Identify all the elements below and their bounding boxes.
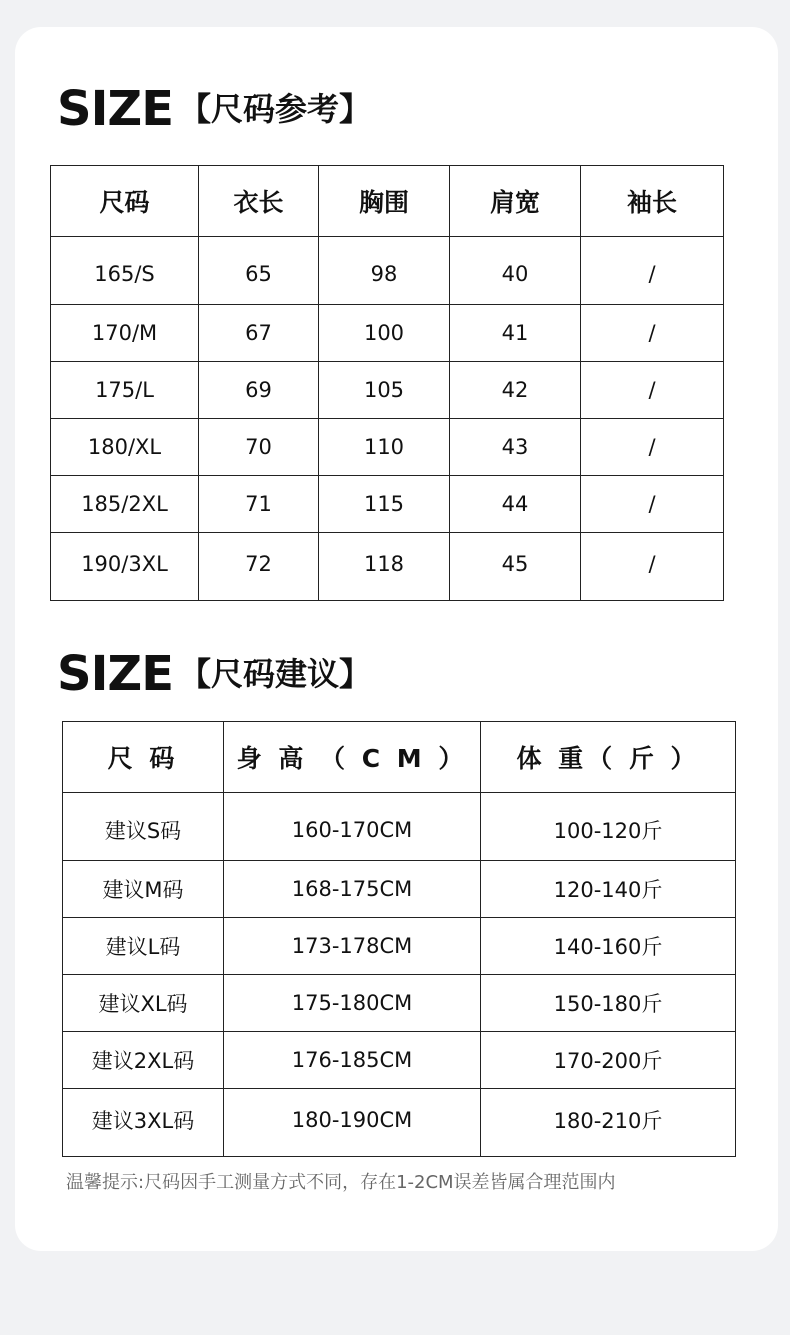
table-cell: 185/2XL [51,476,199,533]
table-cell: 180-190CM [224,1089,481,1157]
table-cell: / [581,362,724,419]
table-cell: 160-170CM [224,793,481,861]
table-cell: 110 [319,419,450,476]
header-sleeve: 袖长 [581,166,724,237]
table-cell: / [581,305,724,362]
table-cell: 建议S码 [63,793,224,861]
table-cell: 建议XL码 [63,975,224,1032]
table-cell: 165/S [51,237,199,305]
table-row [63,793,736,861]
header-weight: 体 重（ 斤 ） [481,722,736,793]
table-cell: 150-180斤 [481,975,736,1032]
table-header-row [63,722,736,793]
table-cell: 140-160斤 [481,918,736,975]
table-cell: / [581,237,724,305]
heading-cn: 【尺码建议】 [179,655,372,693]
heading-en: SIZE [57,646,174,702]
table-cell: 170-200斤 [481,1032,736,1089]
heading-cn: 【尺码参考】 [179,90,372,128]
table-cell: 105 [319,362,450,419]
table-cell: 41 [450,305,581,362]
table-cell: 69 [199,362,319,419]
table-cell: 建议M码 [63,861,224,918]
table-row [63,918,736,975]
table-cell: 100 [319,305,450,362]
table-cell: 180/XL [51,419,199,476]
table-cell: 45 [450,533,581,601]
table-row [51,362,724,419]
table-cell: 176-185CM [224,1032,481,1089]
table-cell: 44 [450,476,581,533]
measurement-note: 温馨提示:尺码因手工测量方式不同，存在1-2CM误差皆属合理范围内 [66,1172,616,1193]
table-cell: / [581,476,724,533]
table-row [63,975,736,1032]
table-cell: 180-210斤 [481,1089,736,1157]
table-cell: 建议2XL码 [63,1032,224,1089]
table-row [63,861,736,918]
header-shoulder: 肩宽 [450,166,581,237]
table-row [63,1089,736,1157]
table-row [51,476,724,533]
header-chest: 胸围 [319,166,450,237]
header-height: 身 高 （ C M ） [224,722,481,793]
table-cell: 67 [199,305,319,362]
heading-en: SIZE [57,81,174,137]
header-size: 尺码 [51,166,199,237]
table-row [51,419,724,476]
table-cell: / [581,533,724,601]
table-cell: 建议L码 [63,918,224,975]
header-length: 衣长 [199,166,319,237]
table-cell: 173-178CM [224,918,481,975]
table-cell: 72 [199,533,319,601]
table-row [51,237,724,305]
table-cell: 70 [199,419,319,476]
table-cell: 100-120斤 [481,793,736,861]
table-cell: 98 [319,237,450,305]
table-cell: 175-180CM [224,975,481,1032]
size-suggestion-table [62,721,736,1157]
table-row [51,533,724,601]
size-suggestion-heading [57,646,372,702]
size-reference-table [50,165,724,601]
table-cell: 118 [319,533,450,601]
table-row [63,1032,736,1089]
table-cell: 175/L [51,362,199,419]
table-cell: 170/M [51,305,199,362]
table-cell: 40 [450,237,581,305]
size-reference-heading [57,81,372,137]
table-cell: 建议3XL码 [63,1089,224,1157]
table-row [51,305,724,362]
table-cell: 43 [450,419,581,476]
table-cell: 190/3XL [51,533,199,601]
table-cell: 168-175CM [224,861,481,918]
table-cell: 42 [450,362,581,419]
table-cell: / [581,419,724,476]
table-cell: 71 [199,476,319,533]
table-cell: 120-140斤 [481,861,736,918]
size-card [15,27,778,1251]
table-cell: 65 [199,237,319,305]
table-header-row [51,166,724,237]
table-cell: 115 [319,476,450,533]
header-size: 尺 码 [63,722,224,793]
